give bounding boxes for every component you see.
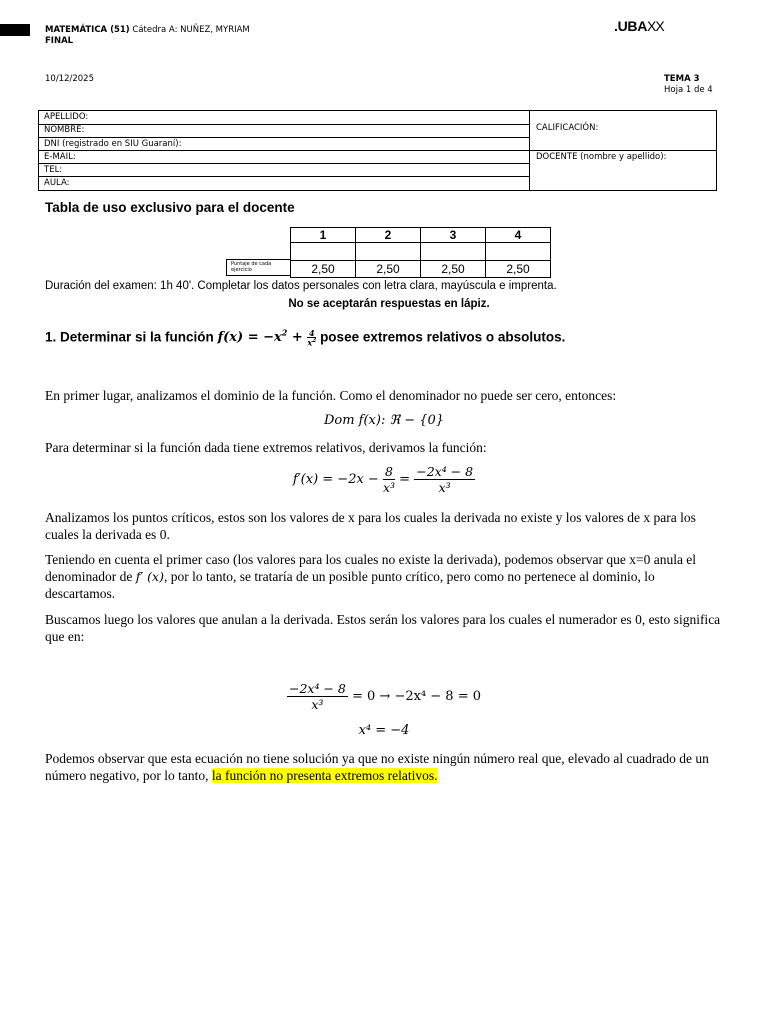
paragraph-dominio: En primer lugar, analizamos el dominio de la función. Como el denominador no puede ser cero, entonces:: [45, 388, 617, 403]
score-table: [290, 227, 551, 278]
score-header-1: 1: [291, 228, 356, 243]
score-header-2: 2: [356, 228, 421, 243]
black-bar: [0, 24, 30, 36]
paragraph-primer-caso: Teniendo en cuenta el primer caso (los valores para los cuales no existe la derivada), podemos observar que x=0 anula el denominador de f′ (x), por lo tanto, se trataría de un posible punto crítico, pero como no pertenece al dominio, lo descartamos.: [45, 552, 697, 601]
field-calificacion[interactable]: CALIFICACIÓN:: [530, 111, 717, 151]
score-row-label: Puntaje de cada ejercicio: [226, 259, 291, 276]
paragraph-anulan: Buscamos luego los valores que anulan a la derivada. Estos serán los valores para los cuales el numerador es 0, esto significa que en:: [45, 612, 721, 644]
score-value-4: 2,50: [486, 261, 551, 278]
score-value-2: 2,50: [356, 261, 421, 278]
student-id-form: [38, 110, 717, 191]
score-cell-4[interactable]: [486, 243, 551, 261]
question-1: [45, 328, 565, 347]
zero-equation: $\frac{\text{−2x⁴ − 8}}{\text{x³}}$ = 0 → −2x⁴ − 8 = 0: [288, 681, 482, 712]
hoja-label: Hoja 1 de 4: [664, 85, 713, 95]
score-value-3: 2,50: [421, 261, 486, 278]
score-value-1: 2,50: [291, 261, 356, 278]
question-1-suffix: posee extremos relativos o absolutos.: [320, 329, 566, 345]
score-table-title: Tabla de uso exclusivo para el docente: [45, 200, 295, 215]
field-email[interactable]: E-MAIL:: [39, 151, 529, 165]
field-tel[interactable]: TEL:: [39, 164, 529, 178]
field-aula[interactable]: AULA:: [44, 177, 70, 188]
field-nombre[interactable]: NOMBRE:: [39, 124, 529, 138]
grading-column: [529, 111, 717, 190]
x4-equation: x⁴ = −4: [358, 723, 410, 738]
paragraph-derivar: Para determinar si la función dada tiene extremos relativos, derivamos la función:: [45, 440, 487, 455]
exam-date: 10/12/2025: [45, 74, 94, 84]
field-docente[interactable]: DOCENTE (nombre y apellido):: [536, 152, 667, 162]
uba-logo: .UBAXX: [614, 18, 664, 34]
highlighted-conclusion: la función no presenta extremos relativos.: [211, 768, 438, 783]
exam-type: FINAL: [45, 36, 74, 46]
paragraph-puntos-criticos: Analizamos los puntos críticos, estos son los valores de x para los cuales la derivada no existe y los valores de x para los cuales la derivada es 0.: [45, 510, 696, 542]
field-dni[interactable]: DNI (registrado en SIU Guaraní):: [39, 138, 529, 152]
question-1-function: $f(x) = -x^2$ + $\frac{4}{x^2}$: [217, 328, 317, 348]
score-header-4: 4: [486, 228, 551, 243]
catedra: Cátedra A: NUÑEZ, MYRIAM: [132, 25, 250, 35]
field-apellido[interactable]: APELLIDO:: [39, 111, 529, 125]
tema-block: [664, 74, 713, 96]
tema-label: TEMA 3: [664, 74, 700, 84]
course-header: [45, 25, 250, 47]
score-cell-1[interactable]: [291, 243, 356, 261]
course-name: MATEMÁTICA (51): [45, 25, 130, 35]
score-header-3: 3: [421, 228, 486, 243]
score-cell-3[interactable]: [421, 243, 486, 261]
question-1-prefix: 1. Determinar si la función: [45, 329, 214, 345]
duration-instructions: Duración del examen: 1h 40'. Completar los datos personales con letra clara, mayúscula e imprenta.: [45, 280, 557, 292]
score-cell-2[interactable]: [356, 243, 421, 261]
pencil-warning: No se aceptarán respuestas en lápiz.: [288, 298, 490, 310]
domain-expression: Dom f(x): ℜ − {0}: [323, 413, 445, 428]
paragraph-conclusion: Podemos observar que esta ecuación no tiene solución ya que no existe ningún número real que, elevado al cuadrado de un número negativo, por lo tanto, la función no presenta extremos relativos.: [45, 751, 709, 783]
derivative-expression: f′(x) = −2x − $\frac{8}{\text{x³}}$ = $\frac{\text{−2x⁴ − 8}}{\text{x³}}$: [292, 464, 474, 495]
